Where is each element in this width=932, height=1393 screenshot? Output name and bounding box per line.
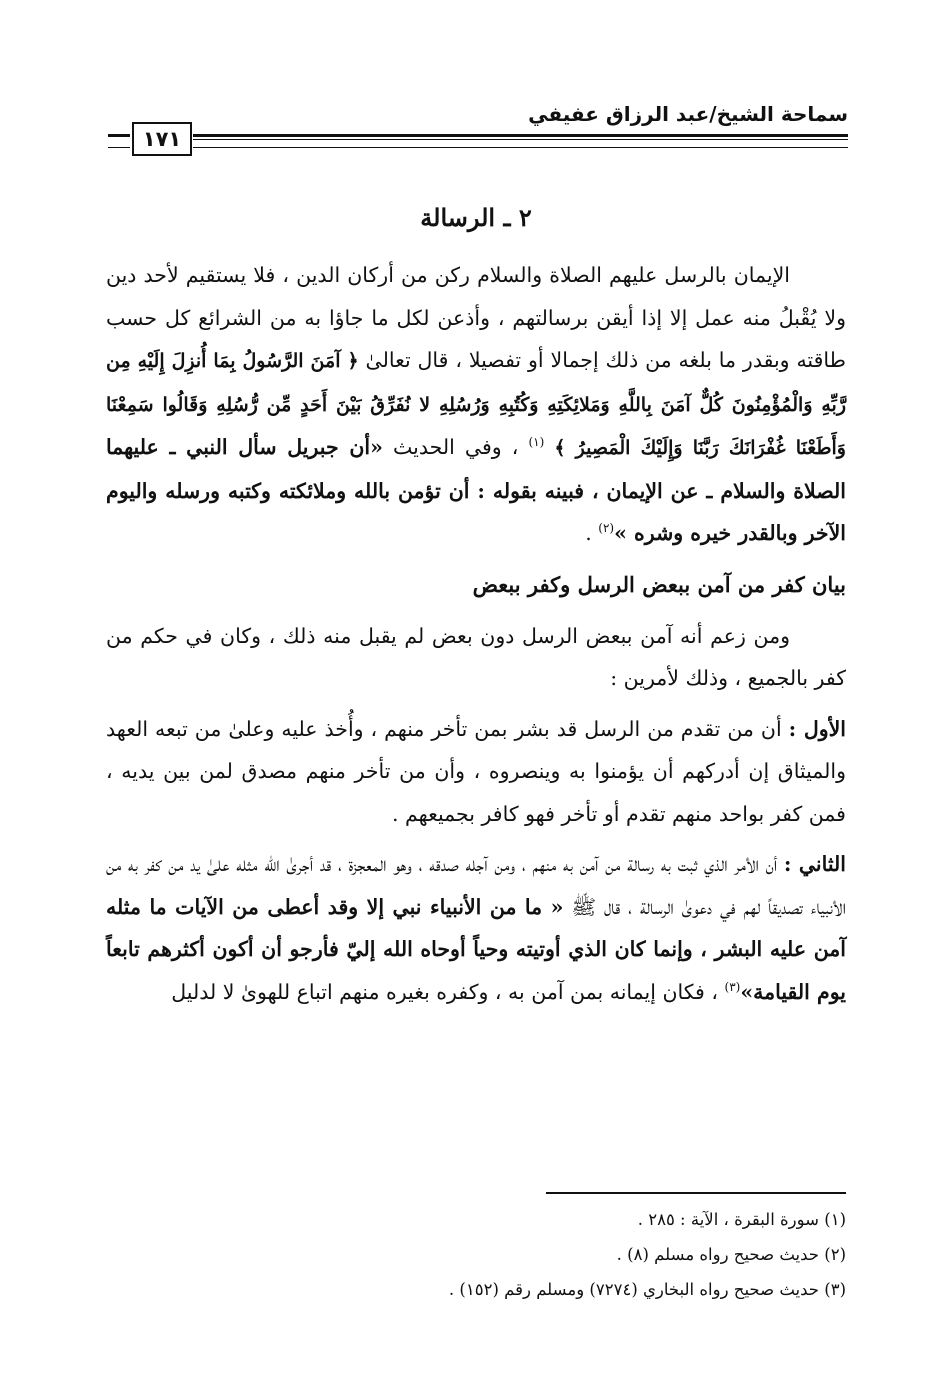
header-rule [193,134,848,148]
main-text [106,196,846,1013]
point-lead-first: الأول : [788,716,846,741]
paragraph-text: ، وفي الحديث [393,435,519,459]
paragraph-text: أن الأمر الذي ثبت به رسالة من آمن به منهم ، ومن آجله صدقه ، وهو المعجزة ، قد أجرىٰ الله مثله علىٰ يد من كفر به من الأنبياء تصديقاً لهم في دعوىٰ الرسالة ، قال ﷺ [106,852,846,919]
paragraph-end: . [585,521,599,545]
sub-heading: بيان كفر من آمن ببعض الرسل وكفر ببعض [472,571,846,597]
paragraph-text: الإيمان بالرسل عليهم الصلاة والسلام ركن من أركان الدين ، فلا يستقيم لأحد دين ولا يُقْبلُ منه عمل إلا إذا أيقن برسالتهم ، وأذعن لكل ما جاؤا به من الشرائع كل حسب طاقته وبقدر ما بلغه من ذلك إجمالا أو تفصيلا ، قال تعالىٰ [106,263,846,372]
footnote-2: (٢) حديث صحيح رواه مسلم (٨) . [616,1245,846,1264]
footnote-ref-1[interactable]: (١) [528,435,545,450]
section-title: ٢ ـ الرسالة [420,203,532,232]
spacer [106,700,846,708]
footnote-ref-2[interactable]: (٢) [598,521,615,536]
paragraph-claim: ومن زعم أنه آمن ببعض الرسل دون بعض لم يقبل منه ذلك ، وكان في حكم من كفر بالجميع ، وذلك لأمرين : [106,623,846,690]
spacer [106,835,846,843]
page-header [108,96,848,156]
header-rule-left [108,134,130,148]
paragraph-iman-rusul [106,254,846,555]
paragraph-text: ، فكان إيمانه بمن آمن به ، وكفره بغيره منهم اتباع للهوىٰ لا لدليل [171,979,725,1004]
footnote-separator [546,1192,846,1194]
paragraph-text: أن من تقدم من الرسل قد بشر بمن تأخر منهم ، وأُخذ عليه وعلىٰ من تبعه العهد والميثاق إن أدركهم أن يؤمنوا به وينصروه ، وأن من تأخر منهم مصدق لمن بين يديه ، فمن كفر بواحد منهم تقدم أو تأخر فهو كافر بجميعهم . [106,716,846,826]
footnotes [106,1202,846,1307]
page-number: ١٧١ [132,122,192,156]
paragraph-second-reason [106,843,846,1013]
running-title: سماحة الشيخ/عبد الرزاق عفيفي [528,102,848,126]
hadith-quote: «أن جبريل سأل النبي ـ عليهما الصلاة والسلام ـ عن الإيمان ، فبينه بقوله : أن تؤمن بالله وملائكته وكتبه ورسله واليوم الآخر وبالقدر خيره وشره » [106,435,846,545]
point-lead-second: الثاني : [783,852,846,876]
hadith-quote: « ما من الأنبياء نبي إلا وقد أعطى من الآيات ما مثله آمن عليه البشر ، وإنما كان الذي أوتيته وحياً أوحاه الله إليّ فأرجو أن أكون أكثرهم تابعاً يوم القيامة» [106,894,846,1004]
footnote-1: (١) سورة البقرة ، الآية : ٢٨٥ . [637,1210,846,1229]
quran-verse: ﴿ آمَنَ الرَّسُولُ بِمَا أُنزِلَ إِلَيْهِ مِن رَّبِّهِ وَالْمُؤْمِنُونَ كُلٌّ آمَنَ بِاللَّهِ وَمَلائِكَتِهِ وَكُتُبِهِ وَرُسُلِهِ لا نُفَرِّقُ بَيْنَ أَحَدٍ مِّن رُّسُلِهِ وَقَالُوا سَمِعْنَا وَأَطَعْنَا غُفْرَانَكَ رَبَّنَا وَإِلَيْكَ الْمَصِيرُ ﴾ [106,350,846,459]
footnote-3: (٣) حديث صحيح رواه البخاري (٧٢٧٤) ومسلم رقم (١٥٢) . [448,1280,846,1299]
footnote-ref-3[interactable]: (٣) [724,979,741,994]
paragraph-first-reason [106,708,846,836]
